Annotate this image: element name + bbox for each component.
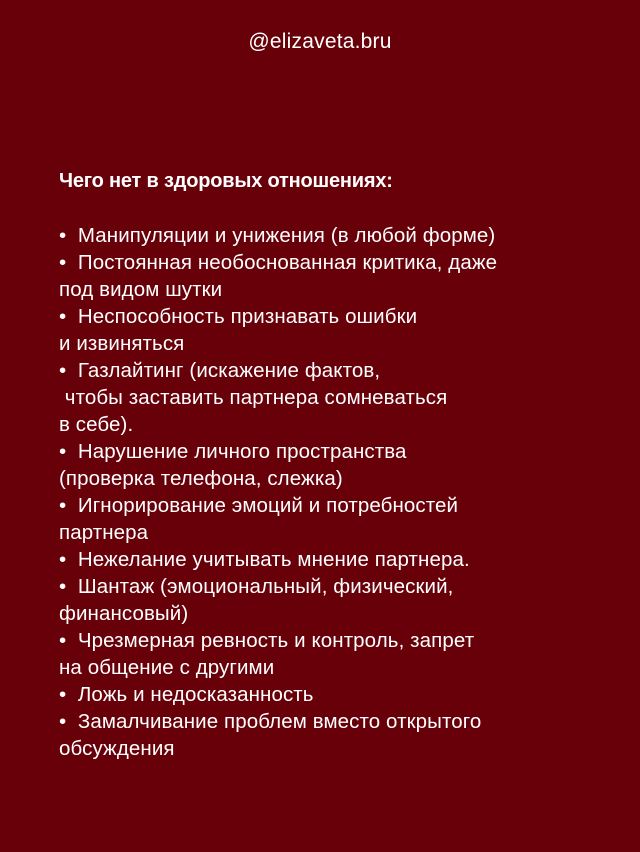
text-line: обсуждения xyxy=(59,737,175,760)
text-line: • Нарушение личного пространства xyxy=(59,440,407,463)
text-line: чтобы заставить партнера сомневаться xyxy=(59,386,448,409)
text-line: • Неспособность признавать ошибки xyxy=(59,305,418,328)
text-line: • Газлайтинг (искажение фактов, xyxy=(59,359,381,382)
post-title: Чего нет в здоровых отношениях: xyxy=(59,170,393,192)
text-lines xyxy=(59,222,619,762)
text-line: • Замалчивание проблем вместо открытого xyxy=(59,710,482,733)
text-line: • Ложь и недосказанность xyxy=(59,683,314,706)
text-line: • Шантаж (эмоциональный, физический, xyxy=(59,575,454,598)
text-line: в себе). xyxy=(59,413,134,436)
text-line: партнера xyxy=(59,521,149,544)
text-line: • Игнорирование эмоций и потребностей xyxy=(59,494,459,517)
text-line: под видом шутки xyxy=(59,278,223,301)
post-content xyxy=(59,168,619,762)
text-line: • Постоянная необоснованная критика, даже xyxy=(59,251,498,274)
text-line: на общение с другими xyxy=(59,656,275,679)
author-handle: @elizaveta.bru xyxy=(248,30,392,53)
text-line: финансовый) xyxy=(59,602,189,625)
text-line: и извиняться xyxy=(59,332,185,355)
text-line: • Нежелание учитывать мнение партнера. xyxy=(59,548,470,571)
text-line: • Чрезмерная ревность и контроль, запрет xyxy=(59,629,475,652)
text-line: (проверка телефона, слежка) xyxy=(59,467,343,490)
text-line: • Манипуляции и унижения (в любой форме) xyxy=(59,224,496,247)
